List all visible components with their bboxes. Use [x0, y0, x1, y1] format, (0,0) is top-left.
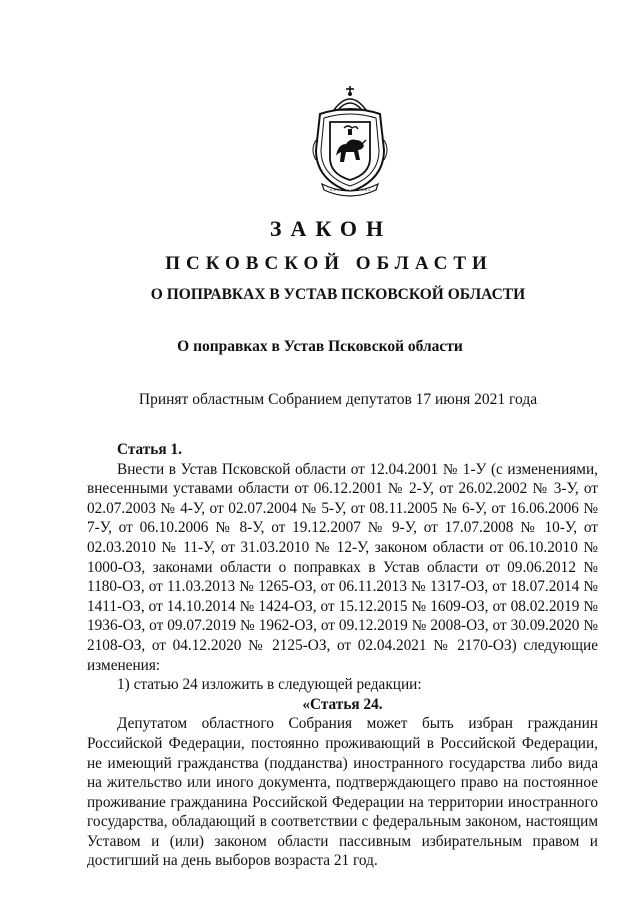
law-name: О поправках в Устав Псковской области	[177, 338, 463, 355]
article-24-heading: «Статья 24.	[302, 695, 383, 713]
adoption-note: Принят областным Собранием депутатов 17 июня 2021 года	[138, 391, 538, 408]
coat-of-arms-icon	[300, 80, 400, 200]
article-24-paragraph: Депутатом областного Собрания может быть избран гражданин Российской Федерации, постоянно проживающий в Российской Федерации, не имеющий гражданства (подданства) иностранного государства либо вида на жительство или иного документа, подтверждающего право на постоянное проживание гражданина Российской Федерации на территории иностранного государства, обладающий в соответствии с федеральным законом, настоящим Уставом и (или) законом области пассивным избирательным правом и достигший на день выборов возраста 21 год.	[87, 715, 598, 870]
coat-of-arms-emblem	[300, 80, 400, 200]
article-1-heading: Статья 1.	[117, 441, 182, 458]
document-subtitle: О ПОПРАВКАХ В УСТАВ ПСКОВСКОЙ ОБЛАСТИ	[150, 286, 526, 303]
article-1-paragraph: Внести в Устав Псковской области от 12.04.2001 № 1-У (с изменениями, внесенными уставами области от 06.12.2001 № 2-У, от 26.02.2002 № 3-У, от 02.07.2003 № 4-У, от 02.07.2004 № 5-У, от 08.11.2005 № 6-У, от 16.06.2006 № 7-У, от 06.10.2006 № 8-У, от 19.12.2007 № 9-У, от 17.07.2008 № 10-У, от 02.03.2010 № 11-У, от 31.03.2010 № 12-У, законом области от 06.10.2010 № 1000-ОЗ, законами области о поправках в Устав области от 09.06.2012 № 1180-ОЗ, от 11.03.2013 № 1265-ОЗ, от 06.11.2013 № 1317-ОЗ, от 18.07.2014 № 1411-ОЗ, от 14.10.2014 № 1424-ОЗ, от 15.12.2015 № 1609-ОЗ, от 08.02.2019 № 1936-ОЗ, от 09.07.2019 № 1962-ОЗ, от 09.12.2019 № 2008-ОЗ, от 30.09.2020 № 2108-ОЗ, от 04.12.2020 № 2125-ОЗ, от 02.04.2021 № 2170-ОЗ) следующие изменения:	[87, 460, 598, 674]
document-body	[87, 440, 598, 871]
document-title: ЗАКОН	[269, 216, 393, 241]
document-region: ПСКОВСКОЙ ОБЛАСТИ	[165, 253, 493, 274]
article-1-item-1: 1) статью 24 изложить в следующей редакции:	[117, 676, 422, 694]
